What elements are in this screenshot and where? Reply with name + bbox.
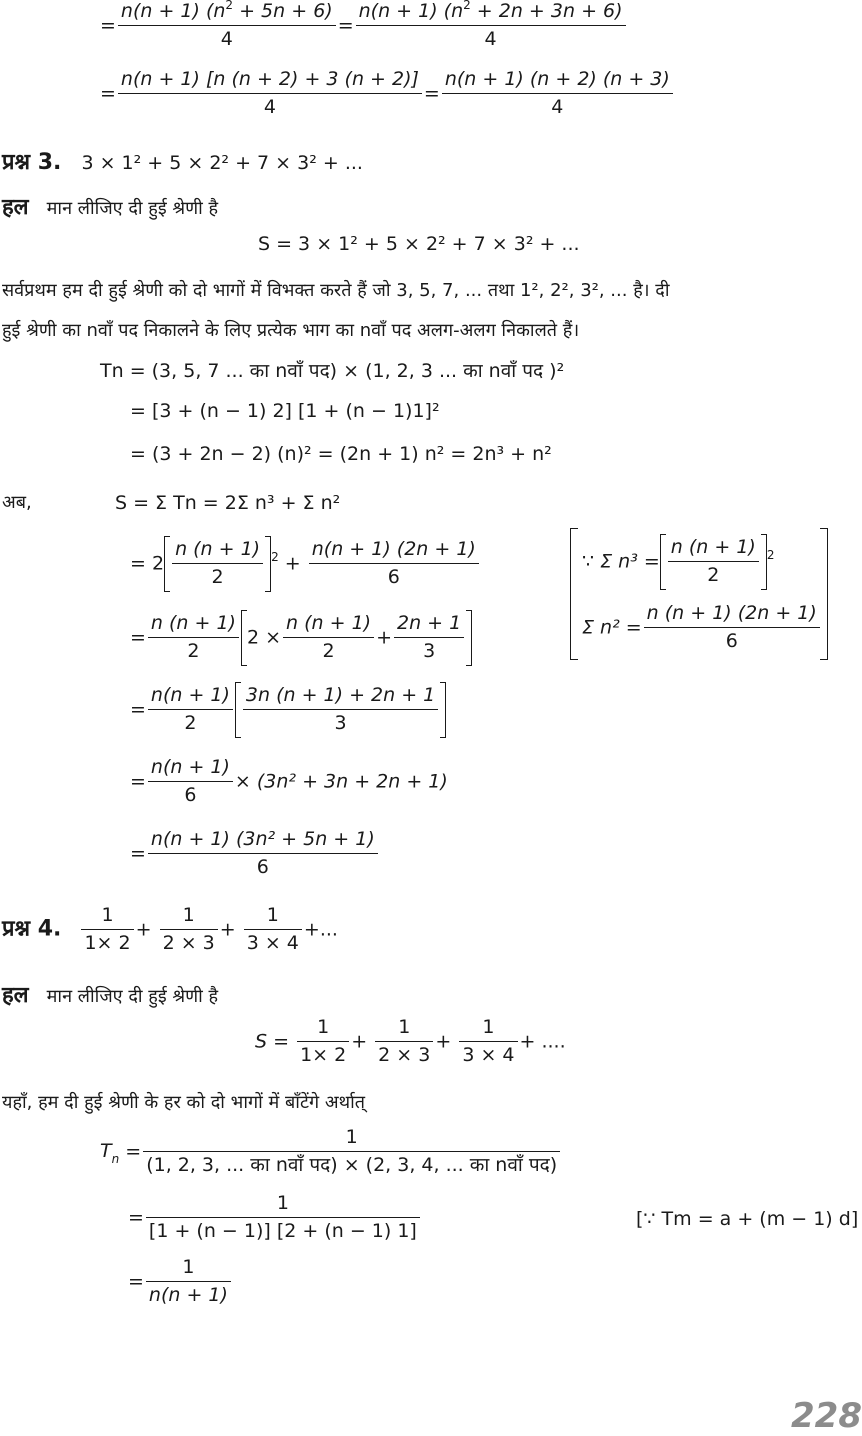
q3-s-line-5: = $\frac{n(n + 1)}{6}$ × (3n² + 3n + 2n + 1) — [130, 756, 448, 806]
eq-line-2: = $\frac{n(n + 1) [n (n + 2) + 3 (n + 2)]}{4}$ = $\frac{n(n + 1) (n + 2) (n + 3)}{4}$ — [100, 70, 675, 118]
q3-tn-line-3: = (3 + 2n − 2) (n)² = (2n + 1) n² = 2n³ + n² — [130, 443, 552, 465]
q3-hal-label: हल — [2, 195, 29, 220]
q3-s-line-1: S = Σ Tn = 2Σ n³ + Σ n² — [115, 492, 341, 514]
s2-den: 2 — [172, 563, 263, 588]
q3-tn-line-2: = [3 + (n − 1) 2] [1 + (n − 1)1]² — [130, 400, 440, 422]
q3-ab-label: अब, — [2, 492, 32, 513]
eq1-den-b: 4 — [356, 25, 626, 50]
q3-s-line-4: = $\frac{n(n + 1)}{2}$ $\frac{3n (n + 1) + 2n + 1}{3}$ — [130, 686, 446, 734]
question-4-label: प्रश्न 4. — [2, 916, 62, 942]
question-4-line: प्रश्न 4. $\frac{1}{1\times 2}$ + $\frac{1}{2 \times 3}$ + $\frac{1}{3 \times 4}$ +... — [2, 904, 338, 954]
q3-solution-intro — [2, 197, 218, 219]
q3-s-line-6: = $\frac{\text{n(n + 1) (3n² + 5n + 1)}}{6}$ — [130, 830, 380, 878]
s2-num-b: n(n + 1) (2n + 1) — [311, 538, 476, 560]
eq2-den-b: 4 — [442, 93, 673, 118]
eq2-den-a: 4 — [118, 93, 422, 118]
q4-intro-text: मान लीजिए दी हुई श्रेणी है — [46, 986, 219, 1007]
q4-solution-intro — [2, 985, 218, 1007]
formula-note-box — [570, 528, 828, 660]
q4-s-equation: S = $\frac{1}{1\times 2}$ + $\frac{1}{2 \times 3}$ + $\frac{1}{3 \times 4}$ + .... — [255, 1016, 566, 1066]
eq-line-1: = $\frac{n(n + 1) (n^2 + 5n + 6)}{4}$ = $\frac{n(n + 1) (n^2 + 2n + 3n + 6)}{4}$ — [100, 2, 628, 50]
q4-tn-note: [∵ Tm = a + (m − 1) d] — [636, 1208, 859, 1230]
q4-hal-label: हल — [2, 983, 29, 1008]
q3-para-1: सर्वप्रथम हम दी हुई श्रेणी को दो भागों में विभक्त करते हैं जो 3, 5, 7, ... तथा 1², 2², 3², ... है। दी — [2, 280, 670, 301]
q3-para-2: हुई श्रेणी का nवाँ पद निकालने के लिए प्रत्येक भाग का nवाँ पद अलग-अलग निकालते हैं। — [2, 320, 580, 341]
note-sum-cubes: ∵ Σ n³ = $\frac{n (n + 1)}{2}$ $^2$ — [582, 536, 775, 586]
q4-tn-line-1: $T_n$ = $\frac{1}{\text{(1, 2, 3, ... का nवाँ पद) × (2, 3, 4, ... का nवाँ पद)}}$ — [100, 1128, 562, 1176]
q3-intro-text: मान लीजिए दी हुई श्रेणी है — [46, 198, 219, 219]
question-3-series: 3 × 1² + 5 × 2² + 7 × 3² + ... — [81, 152, 363, 174]
page-number: 228 — [791, 1396, 862, 1436]
s2-num: n (n + 1) — [175, 538, 261, 560]
q4-tn-line-3: = $\frac{1}{n(n + 1)}$ — [128, 1258, 233, 1306]
eq1-den-a: 4 — [118, 25, 336, 50]
eq1-num-a: n(n + 1) $(n^2 + 5n + 6)$ — [120, 0, 333, 22]
eq2-num-b: n(n + 1) (n + 2) (n + 3) — [444, 68, 670, 90]
q4-para: यहाँ, हम दी हुई श्रेणी के हर को दो भागों में बाँटेंगे अर्थात् — [2, 1092, 366, 1113]
q3-s-line-3: = $\frac{n (n + 1)}{2}$ 2 × $\frac{n (n + 1)}{2}$ + $\frac{2n + 1}{3}$ — [130, 614, 472, 662]
question-3-label: प्रश्न 3. — [2, 150, 62, 175]
note-sum-squares: Σ n² = $\frac{n (n + 1) (2n + 1)}{6}$ — [582, 604, 822, 652]
q3-tn-line-1: Tn = (3, 5, 7 ... का nवाँ पद) × (1, 2, 3 ... का nवाँ पद )² — [100, 360, 565, 382]
eq1-num-b: n(n + 1) $(n^2 + 2n + 3n + 6)$ — [358, 0, 623, 22]
question-3-line — [2, 152, 363, 174]
q3-s-line-2: = 2 $\frac{n (n + 1)}{2}$ $^2$ + $\frac{n(n + 1) (2n + 1)}{6}$ — [130, 540, 481, 588]
s2-den-b: 6 — [309, 563, 479, 588]
eq2-num-a: n(n + 1) [n (n + 2) + 3 (n + 2)] — [120, 68, 419, 90]
q3-s-equation: S = 3 × 1² + 5 × 2² + 7 × 3² + ... — [258, 233, 580, 255]
q4-tn-line-2: = $\frac{1}{[1 + (n - 1)] [2 + (n - 1) 1]}$ — [128, 1194, 422, 1242]
